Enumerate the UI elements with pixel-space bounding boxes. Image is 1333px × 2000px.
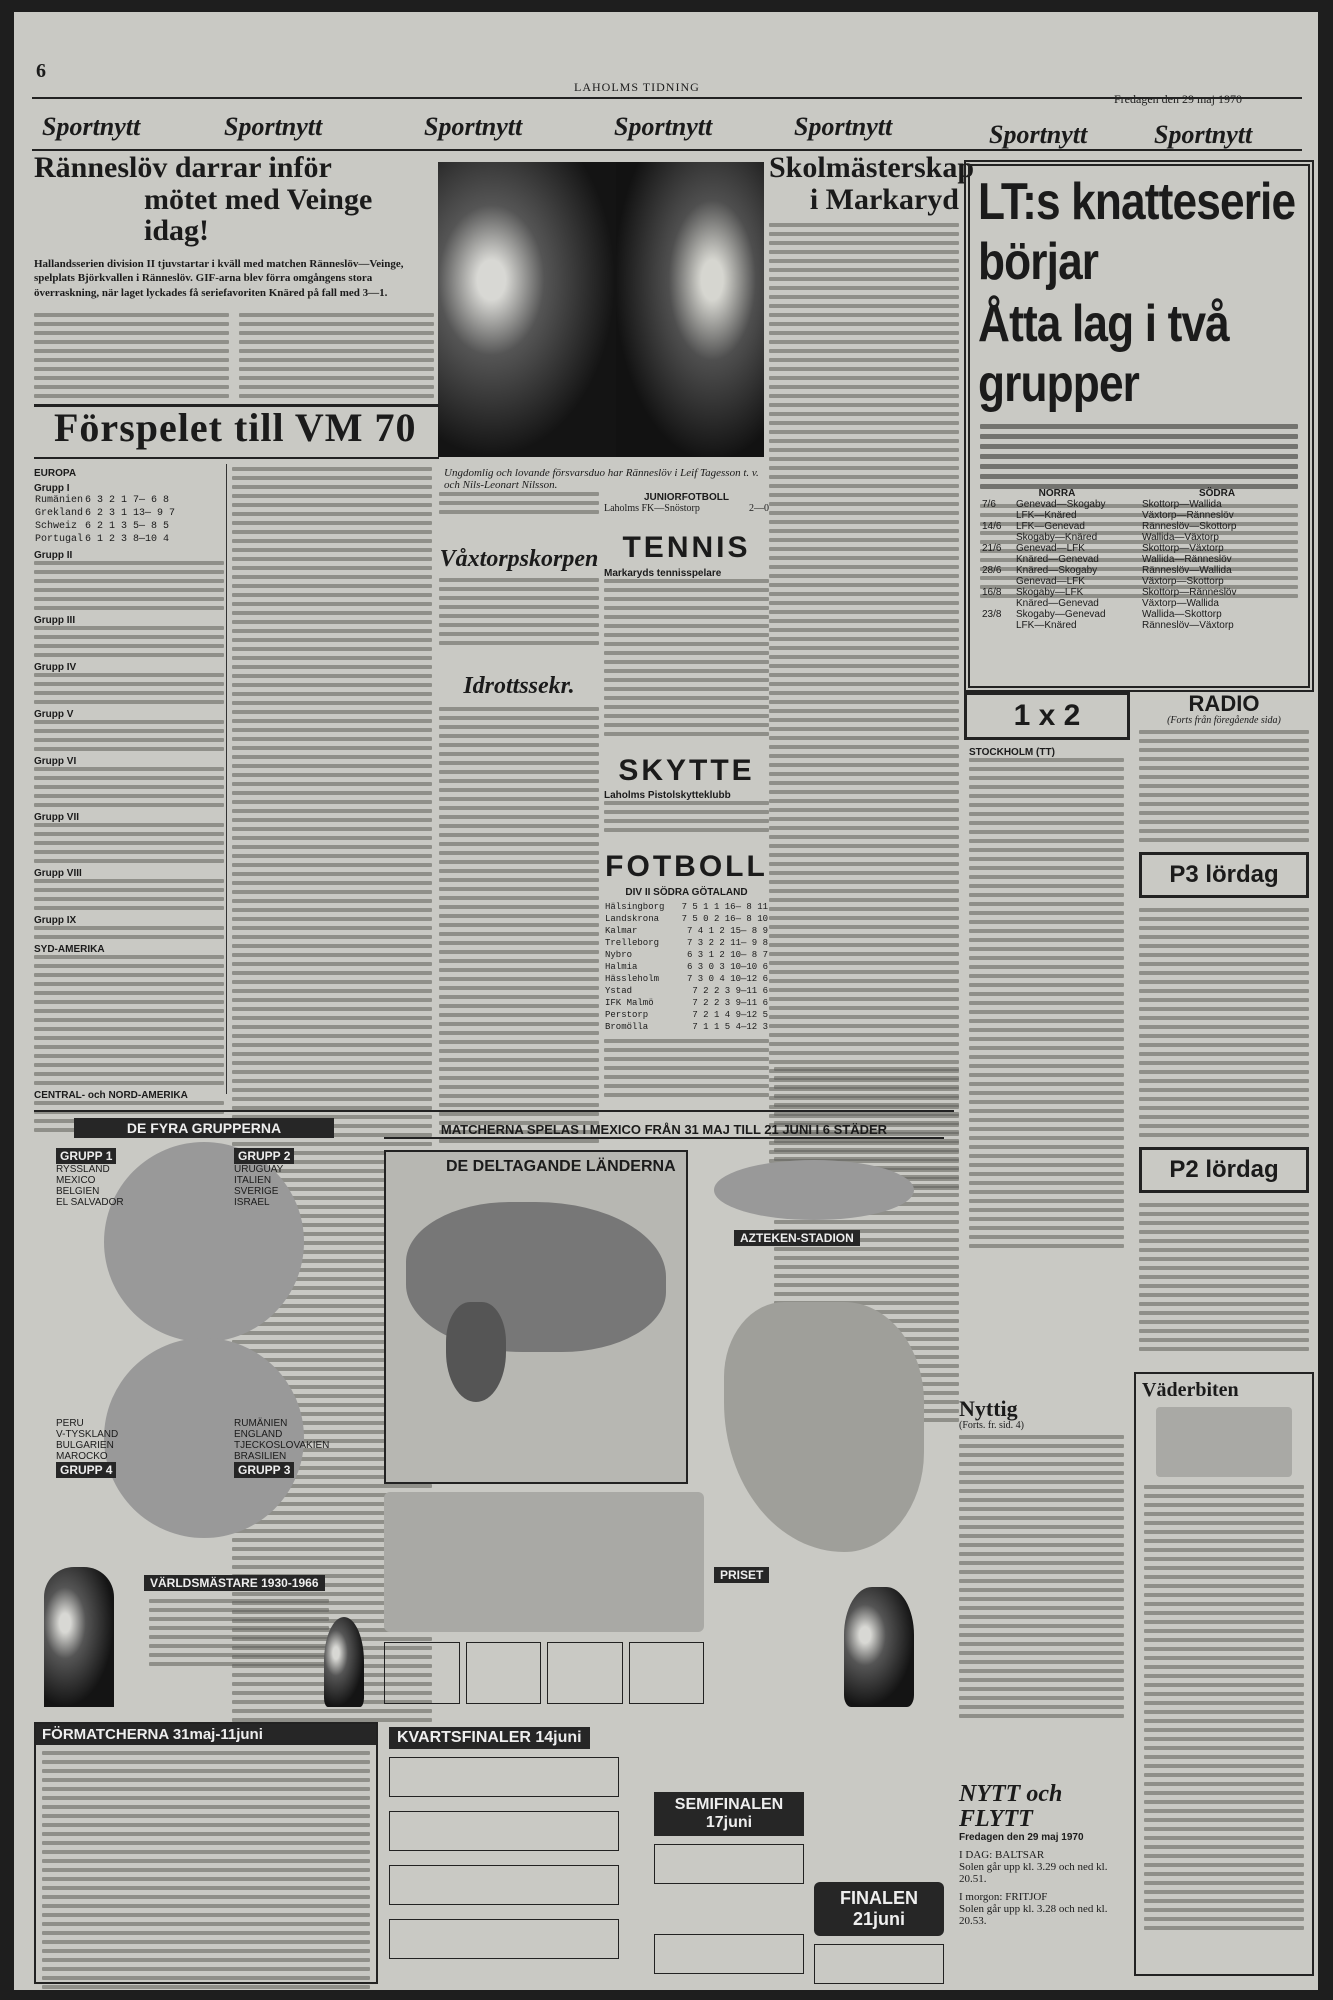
p3-headline: P3 lördag [1169,861,1279,889]
schedule-row [982,554,1132,565]
schedule-match: Genevad—LFK [1016,576,1085,587]
middle-column-b [604,492,769,1102]
schedule-row: Skottorp—Wallida [1142,499,1222,510]
tennis-sub: Markaryds tennisspelare [604,567,722,579]
schedule-date: 23/8 [982,609,1002,620]
grupp3-box [234,1418,354,1478]
schedule-row: Växtorp—Ränneslöv [1142,510,1234,521]
nytt-flytt-idag-sun: Solen går upp kl. 3.29 och ned kl. 20.51. [959,1861,1108,1886]
juniorfotboll-result [604,503,769,514]
team-stats: 6 3 2 1 7— 6 8 [85,495,170,506]
grupp3-label: GRUPP 3 [234,1462,294,1478]
team-stats: 7 2 1 4 9—12 5 [692,1009,768,1020]
kicker-sportnytt: Sportnytt [614,112,713,141]
azteken-label: AZTEKEN-STADION [734,1230,860,1246]
norra-schedule [982,488,1132,631]
article-headline: Skolmästerskap [769,151,975,184]
fotboll-standings [604,901,769,1033]
p2-box [1139,1147,1309,1193]
schedule-row [982,510,1132,521]
cartoon-illustration [384,1492,704,1632]
schedule-match: LFK—Genevad [1016,521,1085,532]
grupp2-box [234,1148,344,1208]
team-name: IFK Malmö [605,997,654,1008]
team-stats: 7 1 1 5 4—12 3 [692,1021,768,1032]
schedule-row [982,499,1132,510]
team-name: Kalmar [605,925,638,936]
team-name: ITALIEN [234,1175,272,1186]
team-name: Schweiz [35,521,78,532]
schedule-row: Växtorp—Skottorp [1142,576,1224,587]
schedule-row [982,532,1132,543]
photo-player-right [616,162,764,457]
map-landmass [406,1202,666,1352]
deltagande-title: DE DELTAGANDE LÄNDERNA [446,1158,676,1175]
group-label: Grupp I [34,483,70,494]
kicker-sportnytt: Sportnytt [1154,120,1253,149]
schedule-row: Ränneslöv—Växtorp [1142,620,1234,631]
schedule-row [982,543,1132,554]
article-body [34,313,434,403]
skytte-sub: Laholms Pistolskytteklubb [604,790,731,801]
team-name: RYSSLAND [56,1164,110,1175]
team-stats: 6 2 1 3 5— 8 5 [85,521,170,532]
schedule-date [982,598,1016,609]
table-row [604,913,769,925]
team-stats: 7 3 0 4 10—12 6 [686,973,768,984]
team-name: Hässleholm [605,973,660,984]
nyttig-headline: Nyttig [959,1396,1018,1421]
group-label: Grupp IV [34,662,77,673]
kvartsfinaler-panel [389,1727,619,1959]
column-rule [226,464,227,1094]
article-headline: i Markaryd [809,182,959,216]
norra-label: NORRA [1038,488,1076,499]
photo-player-left [438,162,616,457]
formatcherna-title: FÖRMATCHERNA 31maj-11juni [36,1724,376,1745]
skytte-headline: SKYTTE [618,753,755,787]
semifinalen-panel [654,1792,804,1974]
team-name: Trelleborg [605,937,660,948]
schedule-match: Knäred—Skogaby [1016,565,1098,576]
team-name: MAROCKO [56,1451,108,1462]
schedule-row: Wallida—Växtorp [1142,532,1219,543]
top-rule [32,97,1302,99]
team-name: Rumänien [35,495,84,506]
priset-label: PRISET [714,1567,769,1583]
team-name: Landskrona [605,913,660,924]
grupp4-label: GRUPP 4 [56,1462,116,1478]
team-name: Halmia [605,961,638,972]
team-stats: 6 3 0 3 10—10 6 [686,961,768,972]
team-name: MEXICO [56,1175,96,1186]
team-name: PERU [56,1418,84,1429]
team-name: BULGARIEN [56,1440,114,1451]
info-boxes [384,1642,704,1704]
article-skolmasterskap [769,151,975,1195]
table-row [604,901,769,913]
schedule-match: Skogaby—LFK [1016,587,1084,598]
article-headline: mötet med Veinge idag! [144,182,373,247]
nytt-flytt-imorgon: I morgon: FRITJOF [959,1891,1048,1904]
table-row [604,1009,769,1021]
schedule-row [982,587,1132,598]
match-score: 2—0 [749,503,769,514]
schedule-match: LFK—Knäred [1016,620,1077,631]
team-name: SVERIGE [234,1186,279,1197]
vaxtorp-headline: Våxtorpskorpen [439,546,599,572]
article-body [769,223,959,1190]
team-name: EL SALVADOR [56,1197,124,1208]
masthead: LAHOLMS TIDNING [574,80,700,94]
schedule-row [982,576,1132,587]
idrottssekr-headline: Idrottssekr. [463,673,575,700]
schedule-date: 14/6 [982,521,1002,532]
table-row [604,925,769,937]
schedule-row: Ränneslöv—Wallida [1142,565,1232,576]
team-name: Grekland [35,508,84,519]
box-headline: LT:s knatteserie börjar [978,173,1296,291]
vaderbiten-headline: Väderbiten [1142,1379,1239,1401]
team-stats: 7 4 1 2 15— 8 9 [686,925,768,936]
group-label: Grupp II [34,550,73,561]
article-ranneslov [34,152,434,403]
nytt-flytt-imorgon-sun: Solen går upp kl. 3.28 och ned kl. 20.53. [959,1903,1108,1928]
schedule-date [982,532,1016,543]
grupp2-label: GRUPP 2 [234,1148,294,1164]
schedule-date [982,510,1016,521]
team-name: Perstorp [605,1009,649,1020]
kicker-sportnytt: Sportnytt [224,112,323,141]
kvartsfinaler-title: KVARTSFINALER 14juni [389,1727,590,1749]
newspaper-page [14,12,1318,1990]
fotboll-sub: DIV II SÖDRA GÖTALAND [625,886,748,898]
stadium-icon [714,1160,914,1220]
p3-box [1139,852,1309,898]
schedule-match: Knäred—Genevad [1016,554,1099,565]
grupp1-table [34,494,176,546]
nytt-flytt-column [959,1782,1124,1927]
world-map [384,1150,688,1484]
schedule-row [982,565,1132,576]
schedule-match: LFK—Knäred [1016,510,1077,521]
table-row [604,1021,769,1033]
team-name: ENGLAND [234,1429,283,1440]
weather-illustration [1156,1407,1292,1477]
forspelet-left-column [34,464,224,1137]
team-stats: 7 3 2 2 11— 9 8 [686,937,768,948]
table-row [604,961,769,973]
priset-panel [704,1567,944,1717]
radio-column [1139,692,1309,1356]
table-row [604,949,769,961]
dateline: Fredagen den 29 maj 1970 [1114,92,1242,106]
p2-headline: P2 lördag [1169,1156,1279,1184]
schedule-date [982,576,1016,587]
schedule-row [982,521,1132,532]
group-label: Grupp VI [34,756,77,767]
table-row [604,985,769,997]
team-name: Ystad [605,985,633,996]
nytt-flytt-headline: NYTT och FLYTT [959,1781,1063,1833]
schedule-date: 28/6 [982,565,1002,576]
team-name: BELGIEN [56,1186,100,1197]
schedule-row: Wallida—Ränneslöv [1142,554,1232,565]
tipset-box [964,692,1130,740]
team-stats: 7 2 2 3 9—11 6 [692,997,768,1008]
team-stats: 6 2 3 1 13— 9 7 [85,508,176,519]
sodra-schedule [1142,488,1292,631]
team-name: URUGUAY [234,1164,284,1175]
schedule-match: Genevad—LFK [1016,543,1085,554]
team-stats: 7 5 0 2 16— 8 10 [681,913,768,924]
central-label: CENTRAL- och NORD-AMERIKA [34,1090,188,1101]
middle-column-a [439,492,599,1148]
varldsmastare-panel [34,1567,374,1717]
schedule-row: Ränneslöv—Skottorp [1142,521,1237,532]
team-name: TJECKOSLOVAKIEN [234,1440,330,1451]
fyra-grupperna-panel [34,1118,374,1558]
team-name: Bromölla [605,1021,649,1032]
map-america [446,1302,506,1402]
formatcherna-panel [34,1722,378,1984]
team-name: Portugal [35,534,84,545]
tennis-headline: TENNIS [622,531,751,564]
matcherna-banner: MATCHERNA SPELAS I MEXICO FRÅN 31 MAJ TILL 21 JUNI I 6 STÄDER [384,1122,944,1139]
azteken-panel [694,1150,944,1290]
schedule-row: Skottorp—Växtorp [1142,543,1224,554]
sodra-label: SÖDRA [1198,488,1236,499]
varldsmastare-title: VÄRLDSMÄSTARE 1930-1966 [144,1575,325,1591]
schedule-match: Skogaby—Knäred [1016,532,1098,543]
grupp4-box [56,1418,166,1478]
team-name: ISRAEL [234,1197,270,1208]
radio-headline: RADIO [1188,691,1260,716]
schedule-date: 7/6 [982,499,996,510]
group-label: Grupp V [34,709,74,720]
cartoon-panel [384,1492,704,1717]
nytt-flytt-idag: I DAG: BALTSAR [959,1849,1045,1862]
tipset-headline: 1 x 2 [1013,699,1081,732]
kicker-sportnytt: Sportnytt [794,112,893,141]
table-row [604,937,769,949]
team-name: BRASILIEN [234,1451,287,1462]
team-name: RUMÄNIEN [234,1418,288,1429]
vm-graphic [34,1110,954,1982]
group-label: Grupp IX [34,915,77,926]
radio-sub: (Forts från föregående sida) [1167,715,1281,727]
group-label: Grupp VIII [34,868,82,879]
schedule-row: Växtorp—Wallida [1142,598,1219,609]
semifinalen-title: SEMIFINALEN 17juni [654,1792,804,1836]
box-headline: Åtta lag i två grupper [978,295,1229,413]
nyttig-column [959,1397,1124,1723]
fotboll-headline: FOTBOLL [605,850,768,883]
schedule-match: Skogaby—Genevad [1016,609,1106,620]
team-name: Hälsingborg [605,901,665,912]
team-stats: 7 2 2 3 9—11 6 [692,985,768,996]
nytt-flytt-date: Fredagen den 29 maj 1970 [959,1832,1084,1844]
schedule-match: Knäred—Genevad [1016,598,1099,609]
team-stats: 6 1 2 3 8—10 4 [85,534,170,545]
page-number: 6 [36,60,46,82]
grupp1-label: GRUPP 1 [56,1148,116,1164]
schedule-date [982,620,1016,631]
nyttig-sub: (Forts. fr. sid. 4) [959,1420,1024,1432]
mexico-map [724,1302,924,1552]
finalen-panel [814,1882,944,1984]
tipset-column [969,747,1124,1253]
tipset-city: STOCKHOLM (TT) [969,747,1055,758]
team-name: Nybro [605,949,633,960]
schedule-row: Wallida—Skottorp [1142,609,1222,620]
match-label: Laholms FK—Snöstorp [604,503,700,514]
schedule-date [982,554,1016,565]
group-label: Grupp VII [34,812,79,823]
vaderbiten-box [1134,1372,1314,1976]
kicker-sportnytt: Sportnytt [989,120,1088,149]
team-stats: 7 5 1 1 16— 8 11 [681,901,768,912]
trophy-icon [844,1587,914,1707]
team-stats: 6 3 1 2 10— 8 7 [686,949,768,960]
lt-knatteserie-box [964,160,1314,692]
varldsmastare-list [149,1599,329,1671]
fyra-grupperna-title: DE FYRA GRUPPERNA [74,1118,334,1138]
schedule-date: 16/8 [982,587,1002,598]
europa-label: EUROPA [34,468,77,479]
photo-caption: Ungdomlig och lovande försvarsduo har Ränneslöv i Leif Tagesson t. v. och Nils-Leonart Nilsson. [444,467,759,491]
finalen-title: FINALEN 21juni [814,1882,944,1936]
forspelet-headline: Förspelet till VM 70 [54,405,417,450]
kicker-sportnytt: Sportnytt [424,112,523,141]
table-row [604,973,769,985]
forspelet-rule [34,457,439,459]
schedule-row [982,620,1132,631]
grupp1-box [56,1148,166,1208]
kicker-sportnytt: Sportnytt [42,112,141,141]
article-headline: Ränneslöv darrar inför [34,151,332,184]
table-row [604,997,769,1009]
schedule-row: Skottorp—Ränneslöv [1142,587,1237,598]
player-silhouette-icon [44,1567,114,1707]
article-lead: Hallandsserien division II tjuvstartar i kväll med matchen Ränneslöv—Veinge, spelplats Björkvallen i Ränneslöv. GIF-arna blev förra omgångens stora överraskning, när laget lyckades få seriefavoriten Knäred på fall med 3—1. [34,257,404,300]
juniorfotboll-headline: JUNIORFOTBOLL [644,492,729,503]
schedule-row [982,598,1132,609]
schedule-row [982,609,1132,620]
schedule-match: Genevad—Skogaby [1016,499,1106,510]
schedule-date: 21/6 [982,543,1002,554]
sydamerika-label: SYD-AMERIKA [34,944,105,955]
group-label: Grupp III [34,615,76,626]
team-name: V-TYSKLAND [56,1429,119,1440]
football-icon [324,1617,364,1707]
